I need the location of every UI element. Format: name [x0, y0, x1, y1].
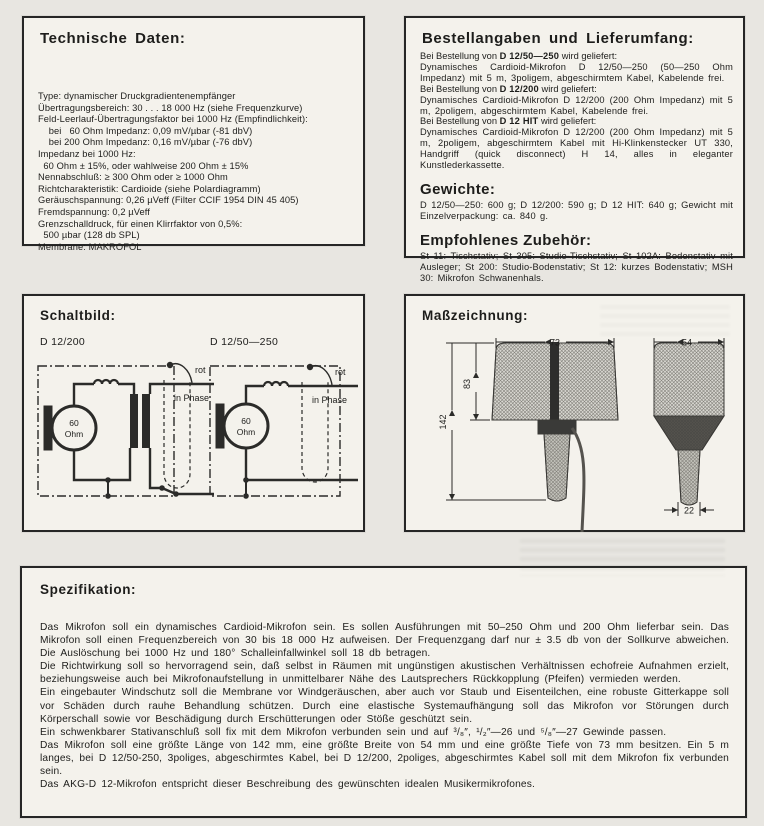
spec-paragraph: Das AKG-D 12-Mikrofon entspricht dieser Beschreibung des gewünschten idealen Musikermikrofones. — [40, 779, 535, 791]
dimension-value-head-height: 83 — [462, 378, 472, 390]
dimension-value-side-width: 54 — [681, 337, 693, 348]
tech-line: 500 µbar (128 db SPL) — [38, 230, 140, 241]
wire-color-label: rot — [335, 367, 346, 377]
mic-head-mesh — [654, 343, 724, 416]
tech-line: Geräuschspannung: 0,26 µVeff (Filter CCIF 1954 DIN 45 405) — [38, 195, 299, 206]
tech-line: Impedanz bei 1000 Hz: — [38, 148, 136, 159]
mic-side-view — [654, 343, 724, 505]
order-entry-heading — [420, 116, 733, 127]
ordering-info-body — [420, 51, 733, 171]
technical-data-title: Technische Daten: — [40, 30, 186, 47]
section-circuit-diagram — [22, 294, 365, 532]
wire — [118, 384, 134, 394]
specification-title: Spezifikation: — [40, 582, 137, 597]
order-entry-heading — [420, 84, 733, 95]
technical-data-list — [38, 91, 355, 253]
capsule-impedance-value: 60 — [69, 418, 79, 428]
tech-line: Nennabschluß: ≥ 300 Ohm oder ≥ 1000 Ohm — [38, 172, 228, 183]
tech-line: Richtcharakteristik: Cardioide (siehe Polardiagramm) — [38, 183, 261, 194]
order-entry-model: D 12 HIT — [499, 116, 539, 127]
section-ordering-info — [404, 16, 745, 283]
order-entry-model: D 12/50—250 — [499, 51, 560, 61]
mic-taper-texture — [654, 416, 724, 450]
wire-color-label: rot — [195, 365, 206, 375]
order-entry-post: wird geliefert: — [559, 51, 618, 61]
mic-shaft-texture — [678, 450, 700, 505]
order-entry-description: Dynamisches Cardioid-Mikrofon D 12/200 (200 Ohm Impedanz) mit 5 m, 2poligem, abgeschirmtem Kabel, Kabelende frei. — [420, 94, 733, 116]
weights-title: Gewichte: — [420, 180, 496, 198]
wire — [150, 448, 162, 488]
tech-line: Membrane: MAKROFOL — [38, 241, 142, 252]
order-entry-heading — [420, 51, 733, 62]
tech-line: bei 200 Ohm Impedanz: 0,16 mV/µbar (-76 dbV) — [38, 137, 253, 148]
order-entry-description: Dynamisches Cardioid-Mikrofon D 12/50—250 (50—250 Ohm Impedanz) mit 5 m, 3poligem, abgeschirmtem Kabel, Kabelende frei. — [420, 61, 733, 83]
junction-dot — [243, 493, 249, 499]
spec-paragraph: Ein schwenkbarer Stativanschluß soll fix mit dem Mikrofon verbunden sein und auf ³/₈″, ¹/₂″—26 und ⁵/₈″—27 Gewinde passen. — [40, 726, 667, 738]
wire — [74, 384, 94, 406]
tech-line: Grenzschalldruck, für einen Klirrfaktor von 0,5%: — [38, 218, 243, 229]
transformer-secondary-symbol — [142, 394, 150, 448]
order-entry-pre: Bei Bestellung von — [420, 116, 500, 127]
tech-line: Feld-Leerlauf-Übertragungsfaktor bei 1000 Hz (Empfindlichkeit): — [38, 114, 308, 125]
phase-label: in Phase — [312, 395, 348, 405]
mic-shaft-texture — [544, 434, 570, 501]
capsule-impedance-unit: Ohm — [64, 429, 84, 439]
specification-body — [40, 621, 729, 791]
circuit-diagram-drawing — [24, 356, 363, 528]
capsule-symbol — [52, 406, 96, 450]
order-entry-post: wird geliefert: — [538, 83, 597, 94]
order-entry-post: wird geliefert: — [538, 116, 597, 127]
circuit-diagram-title: Schaltbild: — [40, 308, 116, 323]
circuit-d12-50-250 — [210, 364, 358, 499]
order-entry-description: Dynamisches Cardioid-Mikrofon D 12/200 (200 Ohm Impedanz) mit 5 m, 2poligem, abgeschirmtem Kabel mit Hi-Klinkenstecker UT 330, Handgriff (quick disconnect) H 14, alles in eleganter Kunstlederkassette. — [420, 127, 733, 171]
tech-line: Type: dynamischer Druckgradientenempfänger — [38, 91, 236, 101]
dimension-drawing-title: Maßzeichnung: — [422, 308, 529, 323]
tech-line: Übertragungsbereich: 30 . . . 18 000 Hz (siehe Frequenzkurve) — [38, 102, 303, 113]
dimension-drawing — [406, 328, 743, 532]
inductor-coil-symbol — [94, 380, 118, 384]
spec-paragraph: Das Mikrofon soll ein dynamisches Cardioid-Mikrofon sein. Es sollen Ausführungen mit 50–250 Ohm und 200 Ohm lieferbar sein. Das Mikrofon soll einen Frequenzbereich von 30 bis 18 000 Hz aufweisen. Der Frequenzgang darf nur ± 3.5 db von der Sollkurve abweichen. Die Auslöschung bei 1000 Hz und 180° Schalleinfallwinkel soll 18 db betragen. — [40, 622, 729, 660]
order-entry-pre: Bei Bestellung von — [420, 51, 500, 61]
mic-head-seam — [550, 342, 559, 420]
wire — [74, 448, 130, 480]
tech-line: bei 60 Ohm Impedanz: 0,09 mV/µbar (-81 dbV) — [38, 125, 253, 136]
order-entry-pre: Bei Bestellung von — [420, 83, 500, 94]
accessories-body: St 11: Tischstativ; St 305: Studio-Tischstativ; St 102A: Bodenstativ mit Ausleger; St 200: Studio-Bodenstativ; St 12: kurzes Bodenstativ; MSH 30: Mikrofon Schwanenhals. — [420, 250, 733, 283]
section-technical-data — [22, 16, 365, 252]
section-dimension-drawing — [404, 294, 745, 532]
spec-paragraph: Das Mikrofon soll eine größte Länge von 142 mm, eine größte Breite von 54 mm und eine größte Tiefe von 73 mm besitzen. Ein 5 m langes, bei D 12/50-250, 3poliges, abgeschirmtes Kabel, bei D 12/200, 2poliges, abgeschirmtes Kabel soll mit dem Mikrofon fix verbunden sein. — [40, 739, 729, 778]
section-specification — [20, 566, 747, 818]
ordering-info-title: Bestellangaben und Lieferumfang: — [422, 30, 694, 47]
circuit-d12-200 — [38, 362, 214, 499]
red-wire-pointer-arc — [310, 366, 332, 385]
transformer-primary-symbol — [130, 394, 138, 448]
accessories-title: Empfohlenes Zubehör: — [420, 231, 592, 249]
output-wire-return — [162, 488, 214, 494]
tech-line: Fremdspannung: 0,2 µVeff — [38, 206, 150, 217]
dimension-value-total-length: 142 — [438, 414, 448, 430]
order-entry-model: D 12/200 — [499, 83, 539, 94]
mic-front-view — [492, 342, 618, 532]
junction-dot — [105, 493, 111, 499]
spec-paragraph: Die Richtwirkung soll so hervorragend sein, daß selbst in Räumen mit ungünstigen akustischen Verhältnissen echofreie Aufnahmen erzielt, beziehungsweise auch bei Mikrofonaufstellung in unmittelbarer Nähe des Lautsprechers Rückkopplung (Pfeifen) vermieden werden. — [40, 661, 729, 686]
junction-dot — [173, 491, 179, 497]
mic-cable — [572, 428, 584, 532]
circuit-label-d12-200: D 12/200 — [40, 336, 86, 348]
weights-body: D 12/50—250: 600 g; D 12/200: 590 g; D 12 HIT: 640 g; Gewicht mit Einzelverpackung: ca. 840 g. — [420, 199, 733, 221]
capsule-symbol — [224, 404, 268, 448]
circuit-label-d12-50-250: D 12/50—250 — [210, 336, 279, 348]
capsule-impedance-value: 60 — [241, 416, 251, 426]
capsule-impedance-unit: Ohm — [236, 427, 256, 437]
dimension-value-front-width: 73 — [549, 337, 561, 348]
inductor-coil-symbol — [264, 382, 288, 386]
phase-label: in Phase — [174, 393, 210, 403]
mic-collar — [538, 420, 576, 434]
spec-paragraph: Ein eingebauter Windschutz soll die Membrane vor Windgeräuschen, aber auch vor Staub und Eisenteilchen, eine robuste Gitterkappe soll vor Schäden durch rauhe Behandlung schützen. Durch eine elastische Systemaufhängung soll das Mikrofon vor Störungen durch Körperschall sowie vor Beschädigung durch Erschütterungen oder Stöße geschützt sein. — [40, 687, 729, 725]
dimension-line-83 — [462, 343, 494, 420]
wire — [246, 386, 264, 404]
dimension-value-shaft-diameter: 22 — [683, 505, 695, 516]
tech-line: 60 Ohm ± 15%, oder wahlweise 200 Ohm ± 15% — [38, 160, 249, 171]
